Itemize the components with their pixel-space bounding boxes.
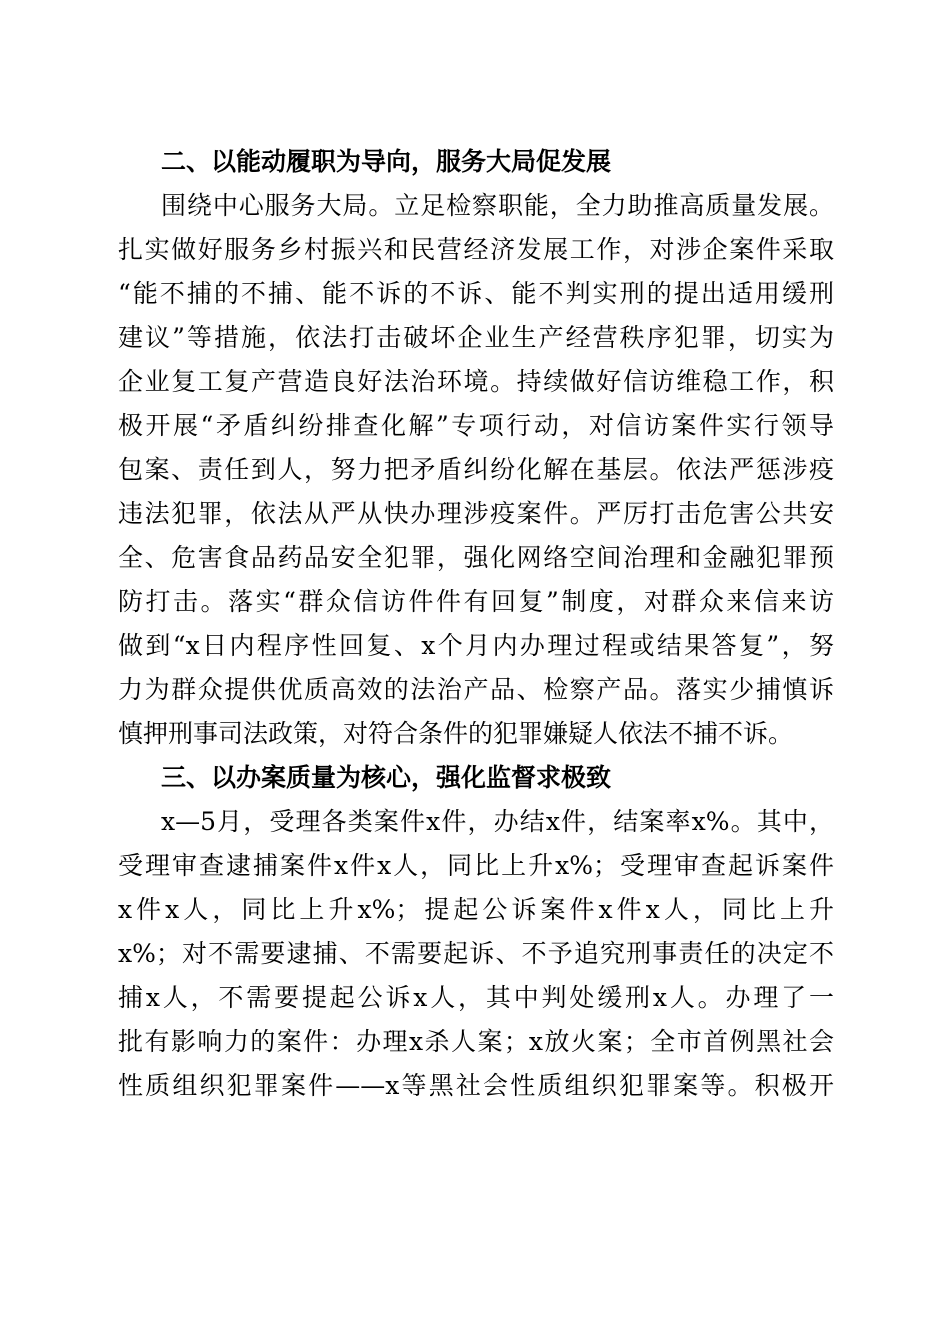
paragraph-line: 性质组织犯罪案件——x等黑社会性质组织犯罪案等。积极开 [118,1071,834,1100]
paragraph-line: 扎实做好服务乡村振兴和民营经济发展工作，对涉企案件采取 [118,235,834,264]
paragraph-line: 防打击。落实“群众信访件件有回复”制度，对群众来信来访 [118,587,834,616]
document-body [118,140,834,1108]
paragraph-line: 捕x人，不需要提起公诉x人，其中判处缓刑x人。办理了一 [118,983,834,1012]
paragraph-line: 企业复工复产营造良好法治环境。持续做好信访维稳工作，积 [118,367,834,396]
paragraph-line-last: 慎押刑事司法政策，对符合条件的犯罪嫌疑人依法不捕不诉。 [118,719,794,748]
paragraph-line: x%；对不需要逮捕、不需要起诉、不予追究刑事责任的决定不 [118,939,834,968]
paragraph-line: 包案、责任到人，努力把矛盾纠纷化解在基层。依法严惩涉疫 [118,455,834,484]
paragraph-line: “能不捕的不捕、能不诉的不诉、能不判实刑的提出适用缓刑 [118,279,834,308]
paragraph-line: 做到“x日内程序性回复、x个月内办理过程或结果答复”，努 [118,631,834,660]
section-heading-3: 三、以办案质量为核心，强化监督求极致 [161,763,612,792]
paragraph-line: 力为群众提供优质高效的法治产品、检察产品。落实少捕慎诉 [118,675,834,704]
paragraph-line: 建议”等措施，依法打击破坏企业生产经营秩序犯罪，切实为 [118,323,834,352]
paragraph-line: 全、危害食品药品安全犯罪，强化网络空间治理和金融犯罪预 [118,543,834,572]
paragraph-line: x—5月，受理各类案件x件，办结x件，结案率x%。其中， [161,807,834,836]
paragraph-line: 受理审查逮捕案件x件x人，同比上升x%；受理审查起诉案件 [118,851,834,880]
paragraph-line: 批有影响力的案件：办理x杀人案；x放火案；全市首例黑社会 [118,1027,834,1056]
paragraph-line: 围绕中心服务大局。立足检察职能，全力助推高质量发展。 [161,191,834,220]
paragraph-line: x件x人，同比上升x%；提起公诉案件x件x人，同比上升 [118,895,834,924]
paragraph-line: 极开展“矛盾纠纷排查化解”专项行动，对信访案件实行领导 [118,411,834,440]
section-heading-2: 二、以能动履职为导向，服务大局促发展 [161,147,612,176]
paragraph-line: 违法犯罪，依法从严从快办理涉疫案件。严厉打击危害公共安 [118,499,834,528]
